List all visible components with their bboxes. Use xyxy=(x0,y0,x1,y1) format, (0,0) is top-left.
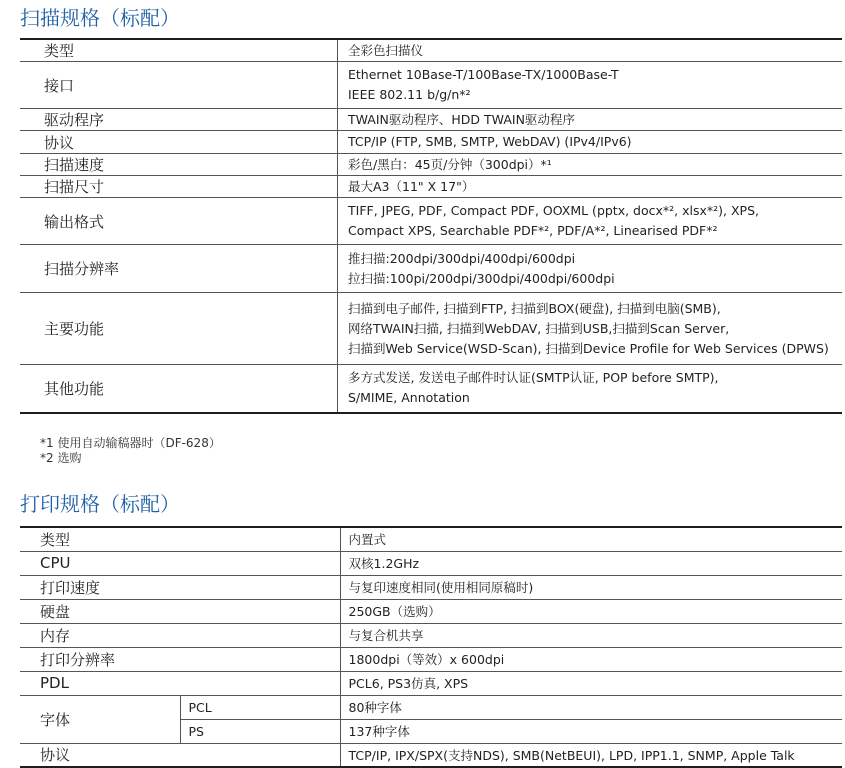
scan-spec-row xyxy=(20,176,842,198)
spec-label: 其他功能 xyxy=(20,365,338,413)
spec-value-line: 推扫描:200dpi/300dpi/400dpi/600dpi xyxy=(348,250,576,266)
spec-value-line: IEEE 802.11 b/g/n*² xyxy=(348,87,471,102)
print-spec-table xyxy=(20,526,842,768)
spec-value xyxy=(338,365,843,413)
scan-spec-row xyxy=(20,245,842,293)
spec-value-line: S/MIME, Annotation xyxy=(348,390,470,406)
spec-value: 1800dpi（等效）x 600dpi xyxy=(340,647,842,671)
print-spec-row xyxy=(20,599,842,623)
spec-label: 驱动程序 xyxy=(20,109,338,131)
spec-value xyxy=(338,245,843,293)
spec-label: CPU xyxy=(20,551,340,575)
scan-spec-row xyxy=(20,198,842,245)
print-spec-title: 打印规格（标配） xyxy=(20,492,180,516)
scan-footnotes xyxy=(40,436,221,466)
spec-label: 内存 xyxy=(20,623,340,647)
print-spec-row xyxy=(20,527,842,551)
scan-spec-row xyxy=(20,293,842,365)
print-spec-row xyxy=(20,671,842,695)
scan-spec-row xyxy=(20,62,842,109)
scan-spec-row xyxy=(20,154,842,176)
spec-label: 字体 xyxy=(20,695,180,743)
spec-value xyxy=(338,39,843,62)
spec-label: 扫描速度 xyxy=(20,154,338,176)
spec-label: 扫描尺寸 xyxy=(20,176,338,198)
spec-value xyxy=(338,62,843,109)
spec-value: 与复印速度相同(使用相同原稿时) xyxy=(340,575,842,599)
spec-sublabel: PS xyxy=(180,719,340,743)
spec-value xyxy=(338,154,843,176)
print-spec-row xyxy=(20,647,842,671)
spec-value-line: 最大A3（11" X 17"） xyxy=(348,178,475,194)
spec-label: 扫描分辨率 xyxy=(20,245,338,293)
spec-label: 类型 xyxy=(20,39,338,62)
spec-value-line: Compact XPS, Searchable PDF*², PDF/A*², Linearised PDF*² xyxy=(348,223,718,238)
scan-spec-table xyxy=(20,38,842,414)
spec-value xyxy=(338,176,843,198)
spec-value xyxy=(338,198,843,245)
spec-value xyxy=(338,131,843,154)
spec-value-line: 扫描到电子邮件, 扫描到FTP, 扫描到BOX(硬盘), 扫描到电脑(SMB), xyxy=(348,300,721,316)
spec-label: 输出格式 xyxy=(20,198,338,245)
spec-value-line: 网络TWAIN扫描, 扫描到WebDAV, 扫描到USB,扫描到Scan Server, xyxy=(348,320,730,336)
print-spec-row xyxy=(20,743,842,767)
scan-spec-row xyxy=(20,131,842,154)
print-spec-row xyxy=(20,575,842,599)
print-spec-row xyxy=(20,695,842,719)
spec-value: 与复合机共享 xyxy=(340,623,842,647)
print-spec-row xyxy=(20,623,842,647)
spec-value-line: 拉扫描:100pi/200dpi/300dpi/400dpi/600dpi xyxy=(348,270,615,286)
spec-value: 双核1.2GHz xyxy=(340,551,842,575)
scan-spec-row xyxy=(20,365,842,413)
spec-value-line: TIFF, JPEG, PDF, Compact PDF, OOXML (pptx, docx*², xlsx*²), XPS, xyxy=(348,203,759,218)
spec-label: 协议 xyxy=(20,131,338,154)
spec-value-line: 扫描到Web Service(WSD-Scan), 扫描到Device Profile for Web Services (DPWS) xyxy=(348,340,829,356)
spec-value xyxy=(338,109,843,131)
spec-value: 137种字体 xyxy=(340,719,842,743)
footnote: *1 使用自动输稿器时（DF-628） xyxy=(40,436,221,450)
spec-value-line: TWAIN驱动程序、HDD TWAIN驱动程序 xyxy=(348,111,575,127)
spec-label: 主要功能 xyxy=(20,293,338,365)
spec-value-line: TCP/IP (FTP, SMB, SMTP, WebDAV) (IPv4/IPv6) xyxy=(348,134,632,149)
spec-label: 类型 xyxy=(20,527,340,551)
spec-value: 250GB（选购） xyxy=(340,599,842,623)
spec-sublabel: PCL xyxy=(180,695,340,719)
spec-value xyxy=(338,293,843,365)
spec-value: 80种字体 xyxy=(340,695,842,719)
spec-value: PCL6, PS3仿真, XPS xyxy=(340,671,842,695)
spec-value: TCP/IP, IPX/SPX(支持NDS), SMB(NetBEUI), LPD, IPP1.1, SNMP, Apple Talk xyxy=(340,743,842,767)
footnote: *2 选购 xyxy=(40,451,82,465)
spec-value-line: 全彩色扫描仪 xyxy=(348,42,424,58)
scan-spec-title: 扫描规格（标配） xyxy=(20,6,180,30)
spec-label: PDL xyxy=(20,671,340,695)
spec-value-line: Ethernet 10Base-T/100Base-TX/1000Base-T xyxy=(348,67,619,82)
spec-value-line: 彩色/黑白：45页/分钟（300dpi）*¹ xyxy=(348,156,552,172)
spec-label: 打印分辨率 xyxy=(20,647,340,671)
print-spec-row xyxy=(20,551,842,575)
spec-value-line: 多方式发送, 发送电子邮件时认证(SMTP认证, POP before SMTP), xyxy=(348,370,719,386)
scan-spec-row xyxy=(20,109,842,131)
spec-label: 打印速度 xyxy=(20,575,340,599)
scan-spec-row xyxy=(20,39,842,62)
spec-value: 内置式 xyxy=(340,527,842,551)
spec-label: 协议 xyxy=(20,743,340,767)
spec-label: 接口 xyxy=(20,62,338,109)
spec-label: 硬盘 xyxy=(20,599,340,623)
